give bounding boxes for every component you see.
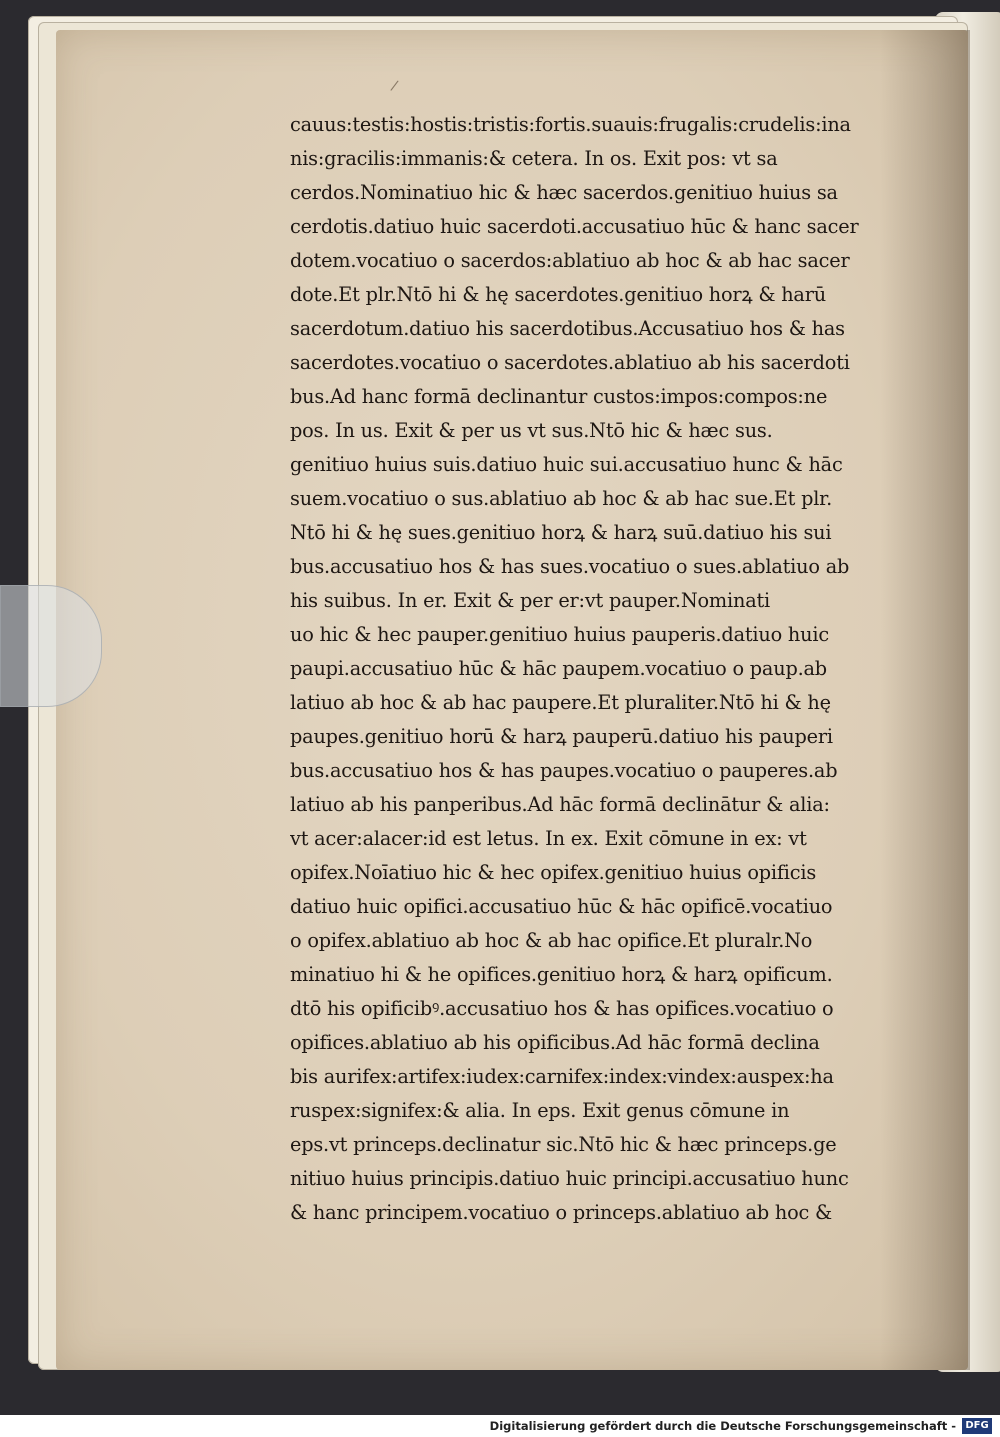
text-line: cerdos.Nominatiuo hic & hæc sacerdos.genitiuo huius sa — [290, 181, 838, 204]
text-line: genitiuo huius suis.datiuo huic sui.accusatiuo hunc & hāc — [290, 453, 843, 476]
text-line: & hanc principem.vocatiuo o princeps.ablatiuo ab hoc & — [290, 1201, 833, 1224]
text-line: dtō his opificibꝰ.accusatiuo hos & has opifices.vocatiuo o — [290, 997, 834, 1020]
text-line: Ntō hi & hę sues.genitiuo horꝝ & harꝝ suū.datiuo his sui — [290, 521, 832, 544]
plastic-page-clip — [0, 585, 102, 707]
text-line: bus.accusatiuo hos & has sues.vocatiuo o sues.ablatiuo ab — [290, 555, 850, 578]
text-line: paupi.accusatiuo hūc & hāc paupem.vocatiuo o paup.ab — [290, 657, 827, 680]
text-line: opifex.Noīatiuo hic & hec opifex.genitiuo huius opificis — [290, 861, 817, 884]
text-line: minatiuo hi & he opifices.genitiuo horꝝ & harꝝ opificum. — [290, 963, 833, 986]
text-line: o opifex.ablatiuo ab hoc & ab hac opifice.Et pluralr.No — [290, 929, 813, 952]
page-text-block — [290, 108, 905, 1230]
text-line: latiuo ab hoc & ab hac paupere.Et pluraliter.Ntō hi & hę — [290, 691, 831, 714]
text-line: nitiuo huius principis.datiuo huic principi.accusatiuo hunc — [290, 1167, 849, 1190]
text-line: nis:gracilis:immanis:& cetera. In os. Exit pos: vt sa — [290, 147, 778, 170]
text-line: vt acer:alacer:id est letus. In ex. Exit cōmune in ex: vt — [290, 827, 807, 850]
text-line: his suibus. In er. Exit & per er:vt pauper.Nominati — [290, 589, 771, 612]
text-line: cauus:testis:hostis:tristis:fortis.suauis:frugalis:crudelis:ina — [290, 113, 851, 136]
text-line: bis aurifex:artifex:iudex:carnifex:index:vindex:auspex:ha — [290, 1065, 834, 1088]
text-line: cerdotis.datiuo huic sacerdoti.accusatiuo hūc & hanc sacer — [290, 215, 859, 238]
text-line: opifices.ablatiuo ab his opificibus.Ad hāc formā declina — [290, 1031, 820, 1054]
text-line: ruspex:signifex:& alia. In eps. Exit genus cōmune in — [290, 1099, 790, 1122]
text-line: sacerdotum.datiuo his sacerdotibus.Accusatiuo hos & has — [290, 317, 845, 340]
text-line: suem.vocatiuo o sus.ablatiuo ab hoc & ab hac sue.Et plr. — [290, 487, 833, 510]
text-line: sacerdotes.vocatiuo o sacerdotes.ablatiuo ab his sacerdoti — [290, 351, 850, 374]
text-line: dotem.vocatiuo o sacerdos:ablatiuo ab hoc & ab hac sacer — [290, 249, 850, 272]
footer-credit: Digitalisierung gefördert durch die Deutsche Forschungsgemeinschaft - — [489, 1419, 956, 1433]
text-line: datiuo huic opifici.accusatiuo hūc & hāc opificē.vocatiuo — [290, 895, 833, 918]
text-line: latiuo ab his panperibus.Ad hāc formā declinātur & alia: — [290, 793, 830, 816]
text-line: eps.vt princeps.declinatur sic.Ntō hic & hæc princeps.ge — [290, 1133, 837, 1156]
text-line: pos. In us. Exit & per us vt sus.Ntō hic & hæc sus. — [290, 419, 773, 442]
text-line: bus.accusatiuo hos & has paupes.vocatiuo o pauperes.ab — [290, 759, 838, 782]
dfg-logo: DFG — [962, 1418, 992, 1434]
text-line: paupes.genitiuo horū & harꝝ pauperū.datiuo his pauperi — [290, 725, 833, 748]
pencil-mark: / — [389, 77, 400, 95]
text-line: bus.Ad hanc formā declinantur custos:impos:compos:ne — [290, 385, 828, 408]
text-line: dote.Et plr.Ntō hi & hę sacerdotes.genitiuo horꝝ & harū — [290, 283, 826, 306]
text-line: uo hic & hec pauper.genitiuo huius pauperis.datiuo huic — [290, 623, 829, 646]
